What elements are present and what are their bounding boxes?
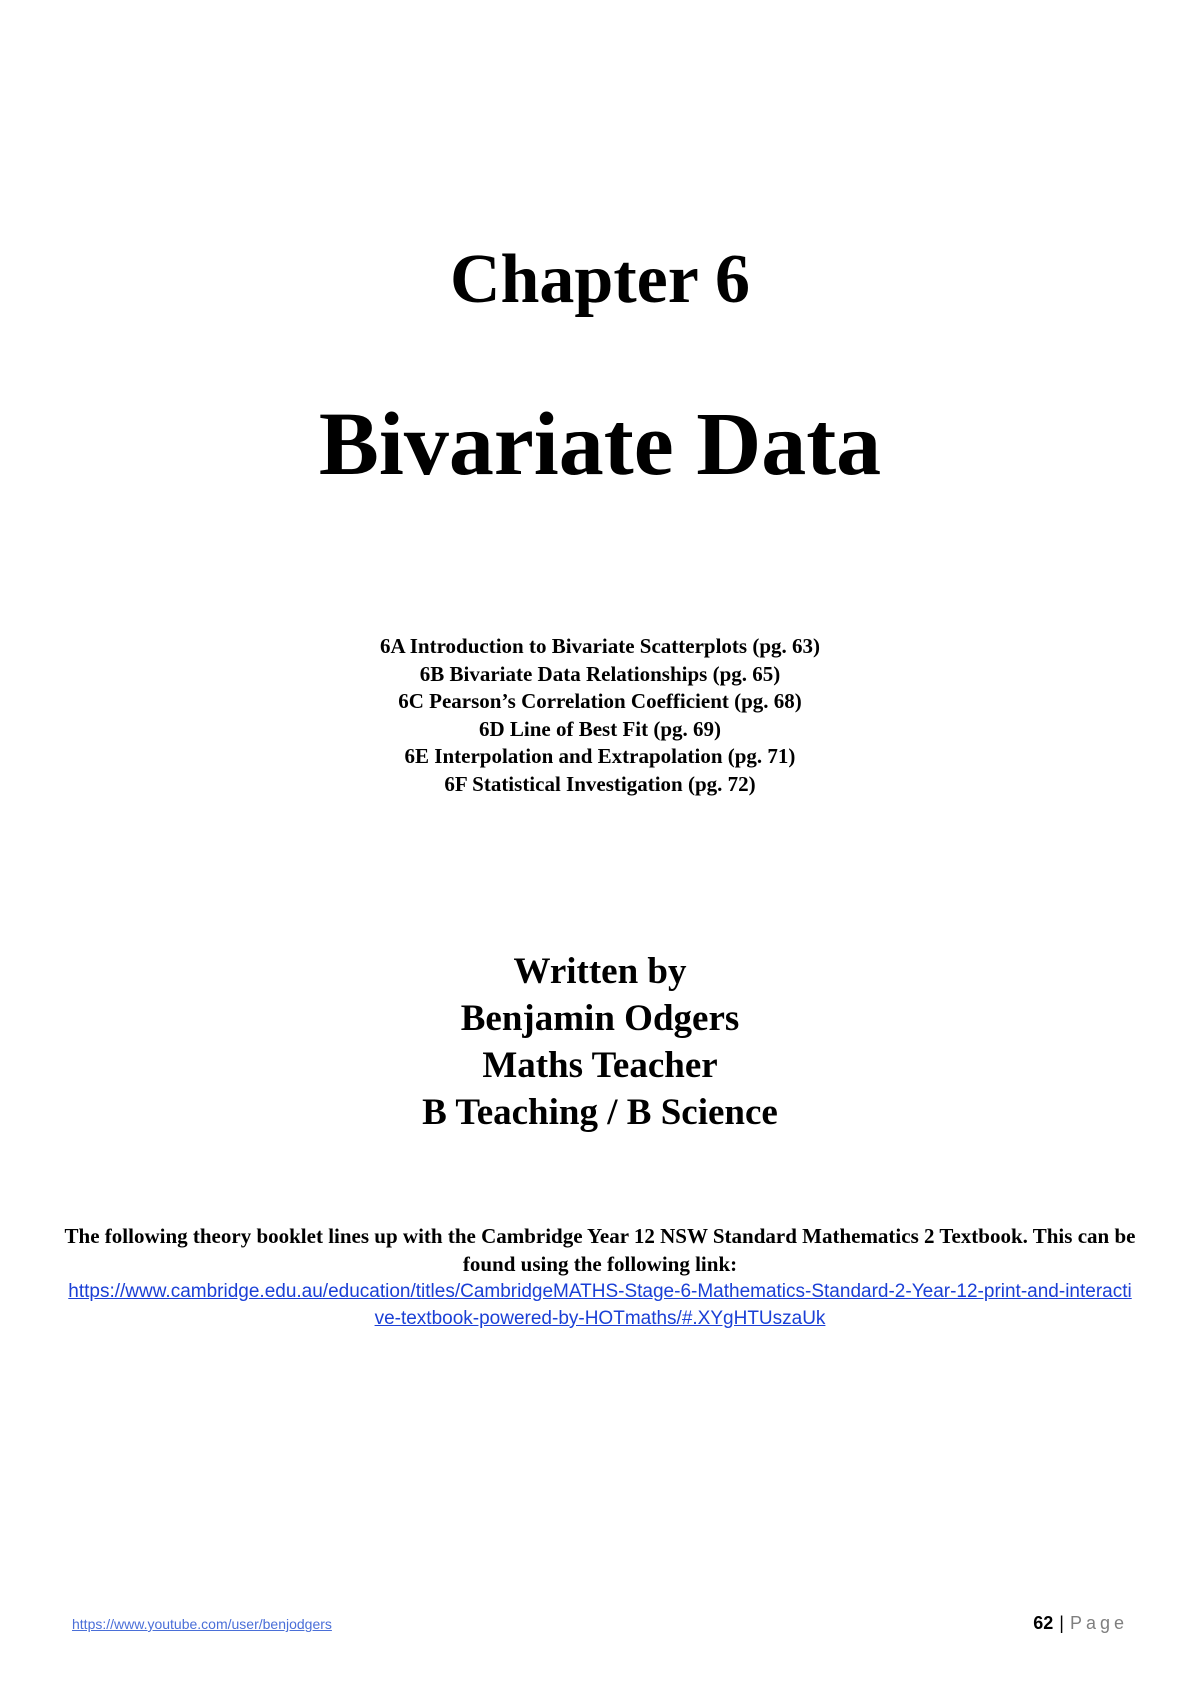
page-separator: | <box>1059 1613 1064 1633</box>
written-by-label: Written by <box>513 951 687 992</box>
author-qualifications: B Teaching / B Science <box>422 1092 778 1133</box>
toc-item-6c: 6C Pearson’s Correlation Coefficient (pg. 68) <box>398 689 802 713</box>
author-block <box>0 948 1200 1136</box>
chapter-title: Bivariate Data <box>318 395 882 494</box>
toc-item-6d: 6D Line of Best Fit (pg. 69) <box>478 716 722 741</box>
textbook-link[interactable]: https://www.cambridge.edu.au/education/titles/CambridgeMATHS-Stage-6-Mathematics-Standard-2-Year-12-print-and-interactive-textbook-powered-by-HOTmaths/#.XYgHTUszaUk <box>68 1281 1132 1329</box>
toc-item-6f: 6F Statistical Investigation (pg. 72) <box>444 771 756 796</box>
page-number: 62 <box>1033 1613 1054 1633</box>
footer-youtube-link[interactable]: https://www.youtube.com/user/benjodgers <box>72 1616 332 1632</box>
textbook-notice <box>60 1222 1140 1332</box>
table-of-contents <box>0 633 1200 798</box>
toc-item-6a: 6A Introduction to Bivariate Scatterplots (pg. 63) <box>379 634 820 658</box>
toc-item-6e: 6E Interpolation and Extrapolation (pg. 71) <box>404 744 796 768</box>
author-role: Maths Teacher <box>482 1045 718 1086</box>
footer-page-number <box>1033 1612 1128 1634</box>
page-label: Page <box>1069 1613 1128 1633</box>
toc-item-6b: 6B Bivariate Data Relationships (pg. 65) <box>419 661 781 686</box>
author-name: Benjamin Odgers <box>460 998 740 1039</box>
chapter-number: Chapter 6 <box>449 241 751 318</box>
notice-text: The following theory booklet lines up with the Cambridge Year 12 NSW Standard Mathematics 2 Textbook. This can be found using the following link: <box>64 1224 1136 1276</box>
